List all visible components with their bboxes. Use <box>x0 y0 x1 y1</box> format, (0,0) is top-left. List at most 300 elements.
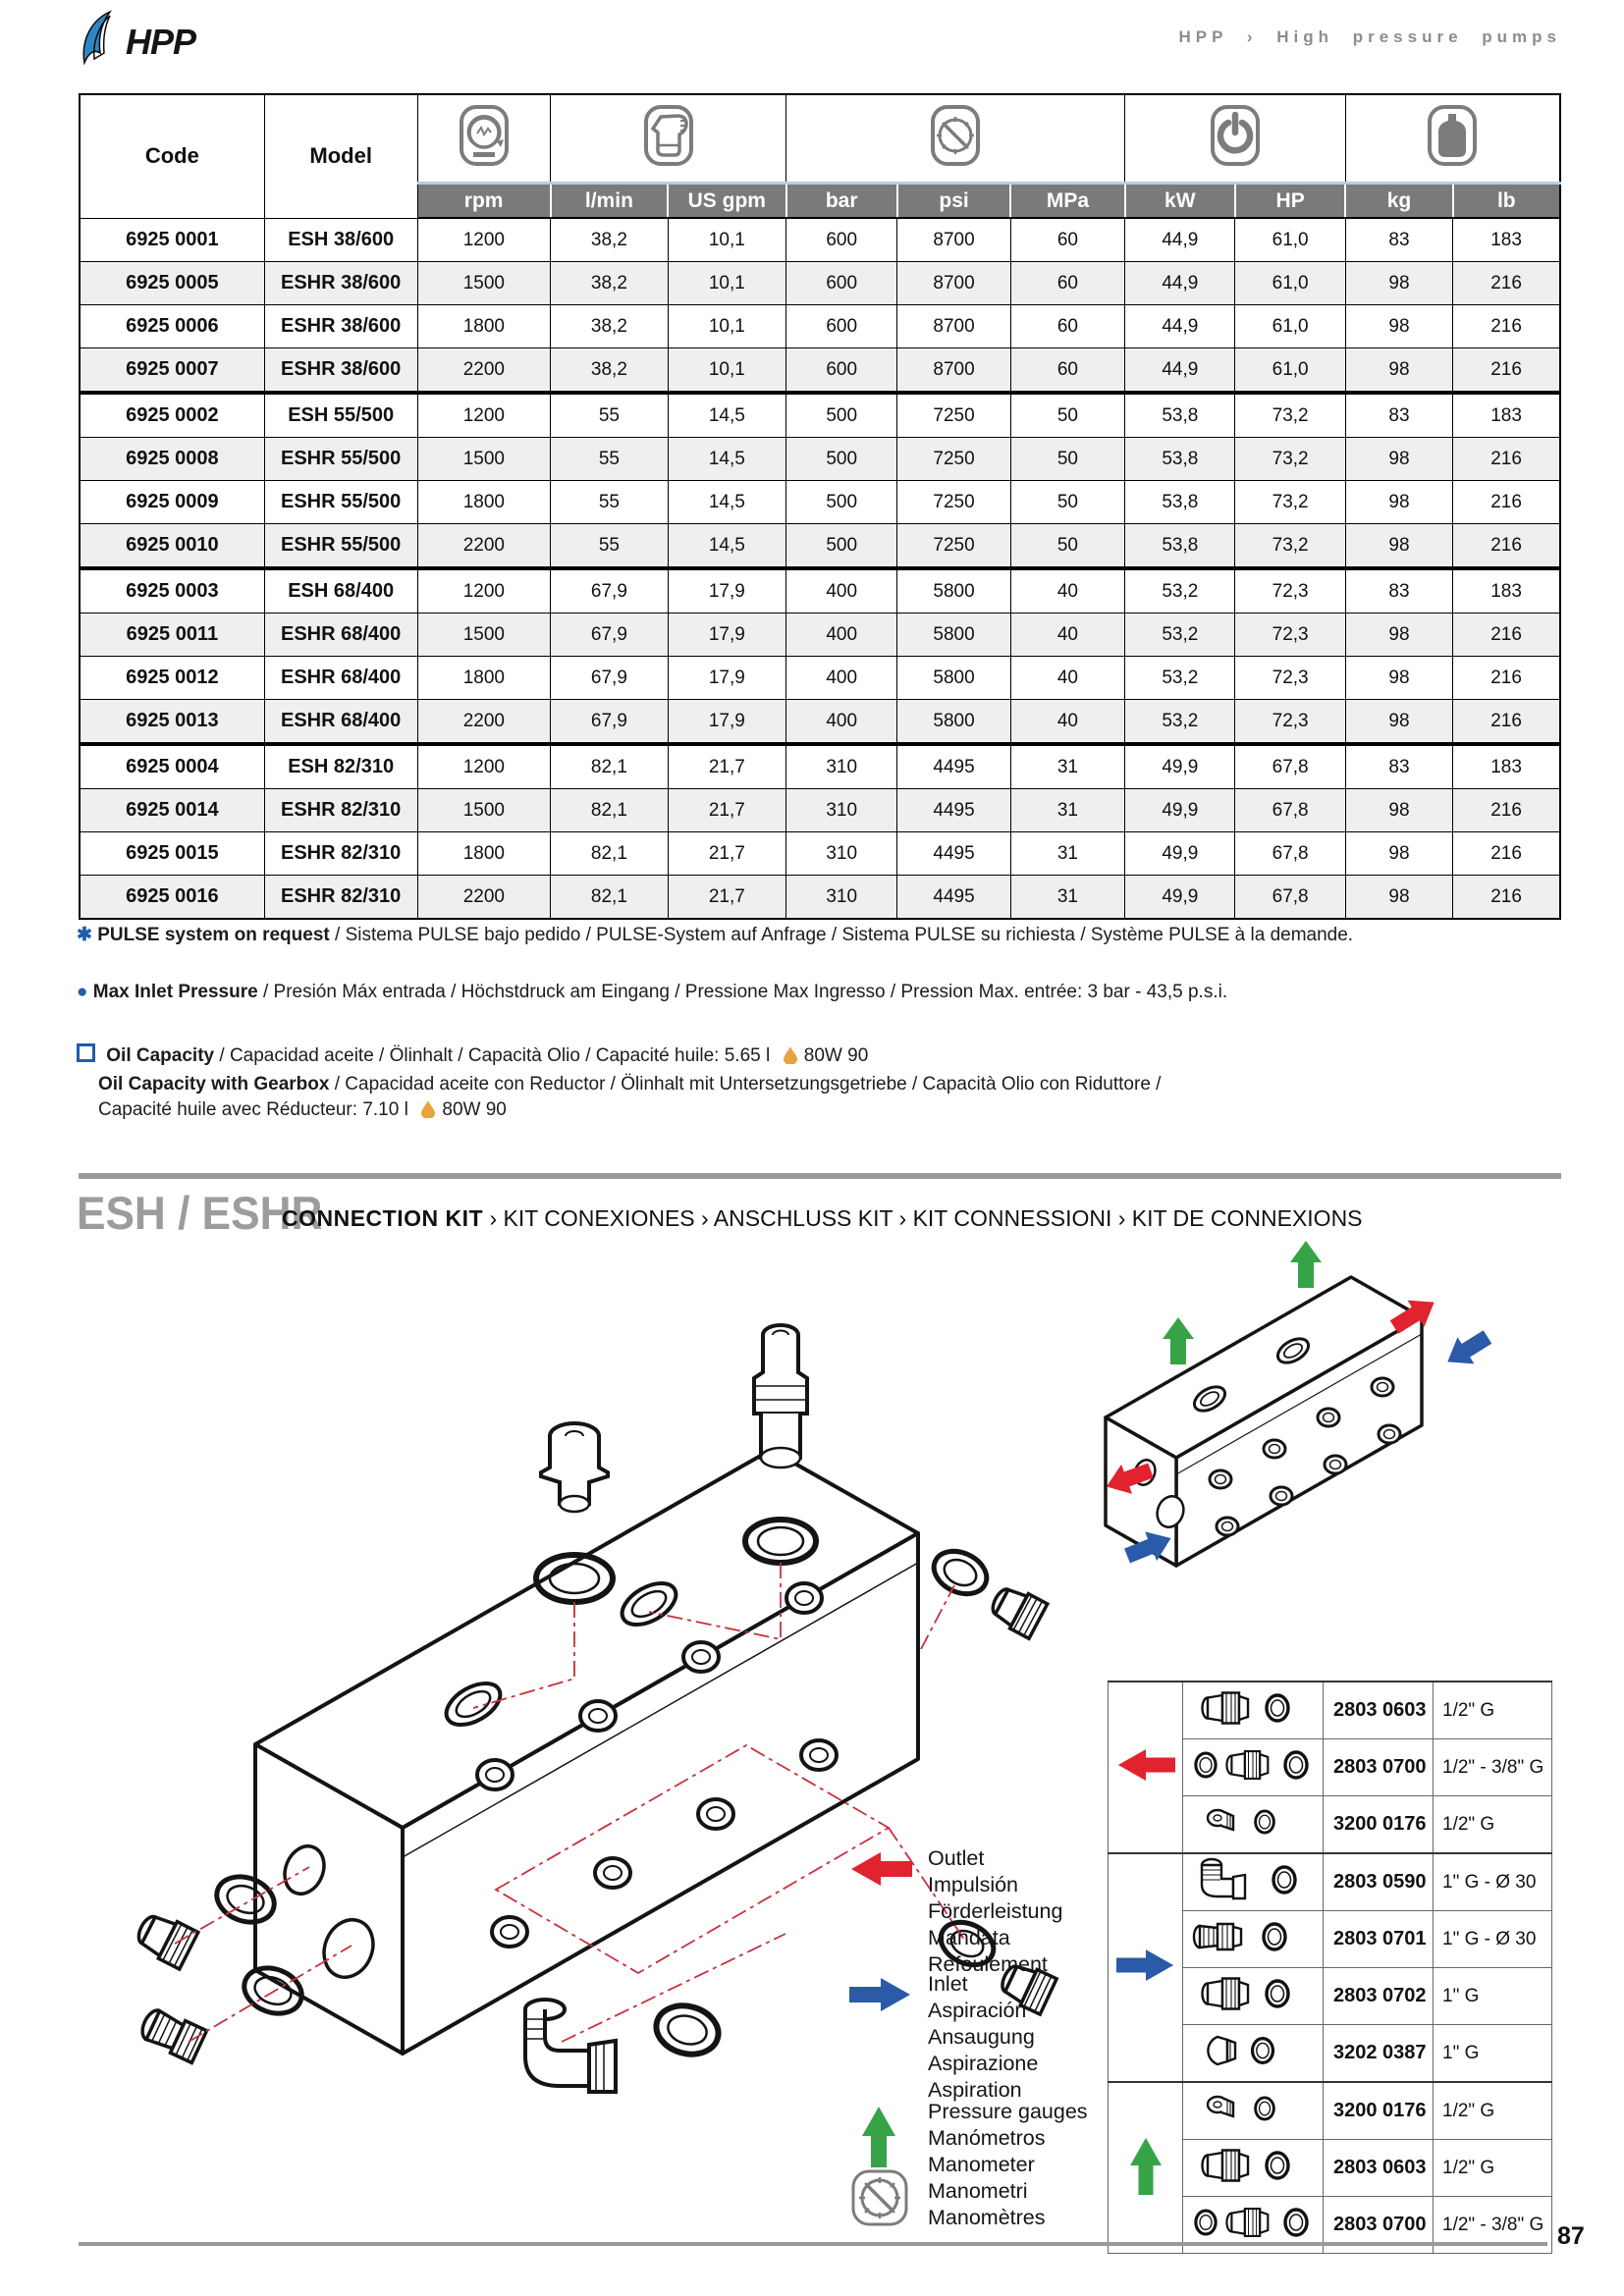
cell-value: 73,2 <box>1235 393 1345 438</box>
cell-value: 7250 <box>897 524 1010 569</box>
cell-value: 60 <box>1010 262 1124 305</box>
part-illustration-union <box>1183 1968 1324 2025</box>
unit-kw: kW <box>1125 184 1235 219</box>
oil-drop-icon <box>421 1100 435 1126</box>
part-code: 2803 0700 <box>1324 2197 1434 2254</box>
cell-value: 31 <box>1010 832 1124 876</box>
cell-value: 44,9 <box>1125 262 1235 305</box>
cell-value: 216 <box>1453 524 1560 569</box>
cell-value: 2200 <box>417 876 551 920</box>
cell-value: 310 <box>786 876 897 920</box>
cell-value: 4495 <box>897 876 1010 920</box>
spec-row <box>80 876 1560 920</box>
cell-value: 8700 <box>897 348 1010 394</box>
legend-line: Manometri <box>928 2179 1028 2203</box>
cell-value: 500 <box>786 481 897 524</box>
cell-value: 500 <box>786 393 897 438</box>
cell-value: 216 <box>1453 348 1560 394</box>
page-number: 87 <box>1557 2222 1585 2250</box>
cell-value: 2200 <box>417 348 551 394</box>
part-illustration-union <box>1183 1682 1324 1739</box>
oil-grade: 80W 90 <box>803 1045 869 1066</box>
legend-line: Aspiration <box>928 2078 1022 2102</box>
cell-value: 216 <box>1453 614 1560 657</box>
part-code: 3200 0176 <box>1324 1796 1434 1854</box>
cell-value: 50 <box>1010 524 1124 569</box>
cell-value: 38,2 <box>551 218 668 262</box>
legend-line: Outlet <box>928 1846 985 1870</box>
cell-value: 98 <box>1345 832 1452 876</box>
power-icon <box>1125 94 1346 184</box>
cell-value: 98 <box>1345 657 1452 700</box>
iso-view-diagram <box>1080 1217 1542 1639</box>
rpm-icon <box>417 94 551 184</box>
cell-value: 21,7 <box>668 876 785 920</box>
page-tagline: HPP › High pressure pumps <box>1178 27 1561 46</box>
unit-bar: bar <box>786 184 897 219</box>
cell-value: 216 <box>1453 789 1560 832</box>
cell-value: 44,9 <box>1125 218 1235 262</box>
cell-value: 216 <box>1453 832 1560 876</box>
cell-value: 53,8 <box>1125 524 1235 569</box>
cell-model: ESHR 68/400 <box>264 657 417 700</box>
part-code: 3200 0176 <box>1324 2082 1434 2140</box>
connection-kit-parts-table <box>1108 1681 1552 2254</box>
parts-table-body <box>1109 1682 1552 2254</box>
cell-value: 49,9 <box>1125 876 1235 920</box>
cell-value: 73,2 <box>1235 524 1345 569</box>
legend-line: Aspiración <box>928 1999 1027 2022</box>
cell-value: 44,9 <box>1125 305 1235 348</box>
cell-value: 40 <box>1010 568 1124 614</box>
cell-value: 61,0 <box>1235 262 1345 305</box>
part-illustration-plug <box>1183 1796 1324 1854</box>
cell-value: 5800 <box>897 568 1010 614</box>
part-code: 2803 0603 <box>1324 2140 1434 2197</box>
cell-value: 2200 <box>417 700 551 745</box>
cell-model: ESHR 38/600 <box>264 305 417 348</box>
cell-value: 1500 <box>417 614 551 657</box>
green-up-arrow-icon <box>1109 2082 1183 2254</box>
square-bullet-icon <box>77 1043 95 1062</box>
spec-row <box>80 657 1560 700</box>
cell-value: 21,7 <box>668 832 785 876</box>
cell-value: 55 <box>551 524 668 569</box>
unit-mpa: MPa <box>1010 184 1124 219</box>
section-divider <box>79 1173 1561 1179</box>
circle-bullet-icon: ● <box>77 982 88 1002</box>
cell-value: 53,8 <box>1125 438 1235 481</box>
parts-row <box>1109 2082 1552 2140</box>
unit-kg: kg <box>1345 184 1452 219</box>
cell-value: 49,9 <box>1125 789 1235 832</box>
cell-value: 600 <box>786 305 897 348</box>
cell-value: 98 <box>1345 438 1452 481</box>
blue-right-arrow-icon <box>1109 1853 1183 2082</box>
cell-model: ESHR 38/600 <box>264 348 417 394</box>
cell-value: 1800 <box>417 481 551 524</box>
spec-row <box>80 832 1560 876</box>
cell-value: 98 <box>1345 481 1452 524</box>
cell-value: 53,2 <box>1125 568 1235 614</box>
part-code: 2803 0700 <box>1324 1739 1434 1796</box>
part-size: 1/2" - 3/8" G <box>1434 2197 1552 2254</box>
spec-row <box>80 744 1560 789</box>
legend-line: Impulsión <box>928 1873 1019 1896</box>
cell-value: 183 <box>1453 218 1560 262</box>
cell-value: 216 <box>1453 262 1560 305</box>
cell-value: 72,3 <box>1235 657 1345 700</box>
cell-value: 67,9 <box>551 614 668 657</box>
cell-model: ESHR 68/400 <box>264 700 417 745</box>
plug-fitting-illustration <box>541 1423 608 1512</box>
cell-code: 6925 0005 <box>80 262 264 305</box>
cell-value: 44,9 <box>1125 348 1235 394</box>
cell-value: 5800 <box>897 657 1010 700</box>
legend-inlet <box>849 1971 1144 2104</box>
cell-value: 31 <box>1010 876 1124 920</box>
legend-line: Manómetros <box>928 2126 1046 2150</box>
cell-value: 83 <box>1345 744 1452 789</box>
cell-value: 1200 <box>417 568 551 614</box>
legend-line: Inlet <box>928 1972 968 1996</box>
cell-value: 17,9 <box>668 614 785 657</box>
col-header-code: Code <box>80 94 264 218</box>
part-size: 1/2" G <box>1434 2140 1552 2197</box>
cell-value: 1200 <box>417 744 551 789</box>
cell-value: 61,0 <box>1235 348 1345 394</box>
cell-model: ESH 55/500 <box>264 393 417 438</box>
cell-value: 61,0 <box>1235 305 1345 348</box>
cell-value: 55 <box>551 438 668 481</box>
part-illustration-cap <box>1183 2025 1324 2083</box>
cell-value: 1500 <box>417 789 551 832</box>
asterisk-bullet-icon: ✱ <box>77 925 92 945</box>
cell-value: 14,5 <box>668 393 785 438</box>
cell-value: 40 <box>1010 614 1124 657</box>
cell-value: 38,2 <box>551 262 668 305</box>
spec-row <box>80 262 1560 305</box>
part-size: 1" G - Ø 30 <box>1434 1853 1552 1911</box>
cell-value: 98 <box>1345 305 1452 348</box>
cell-value: 1200 <box>417 218 551 262</box>
cell-value: 216 <box>1453 876 1560 920</box>
unit-lb: lb <box>1453 184 1560 219</box>
cell-value: 49,9 <box>1125 832 1235 876</box>
cell-value: 50 <box>1010 481 1124 524</box>
pressure-icon <box>786 94 1125 184</box>
cell-code: 6925 0015 <box>80 832 264 876</box>
cell-value: 500 <box>786 524 897 569</box>
section-title: ESH / ESHR <box>77 1187 323 1239</box>
spec-row <box>80 524 1560 569</box>
cell-value: 98 <box>1345 348 1452 394</box>
parts-row <box>1109 1682 1552 1739</box>
legend-line: Manometer <box>928 2153 1035 2176</box>
note-oil-rest: / Capacidad aceite / Ölinhalt / Capacità Olio / Capacité huile: 5.65 l <box>214 1045 771 1066</box>
cell-value: 53,8 <box>1125 393 1235 438</box>
cell-value: 4495 <box>897 744 1010 789</box>
cell-model: ESHR 68/400 <box>264 614 417 657</box>
cell-value: 83 <box>1345 568 1452 614</box>
cell-model: ESH 38/600 <box>264 218 417 262</box>
cell-value: 98 <box>1345 614 1452 657</box>
section-subtitle-bold: CONNECTION KIT <box>282 1205 484 1231</box>
cell-value: 67,8 <box>1235 832 1345 876</box>
pressure-gauge-arrow-icon <box>861 2105 896 2172</box>
spec-row <box>80 789 1560 832</box>
cell-value: 600 <box>786 348 897 394</box>
cell-code: 6925 0016 <box>80 876 264 920</box>
weight-icon <box>1345 94 1560 184</box>
cell-value: 82,1 <box>551 744 668 789</box>
cell-value: 310 <box>786 832 897 876</box>
cell-value: 183 <box>1453 744 1560 789</box>
cell-value: 14,5 <box>668 438 785 481</box>
cell-value: 10,1 <box>668 348 785 394</box>
part-size: 1/2" - 3/8" G <box>1434 1739 1552 1796</box>
legend-line: Mandata <box>928 1926 1010 1949</box>
cell-model: ESHR 55/500 <box>264 524 417 569</box>
elbow-fitting-illustration <box>525 2000 616 2092</box>
cell-code: 6925 0011 <box>80 614 264 657</box>
legend-line: Pressure gauges <box>928 2100 1088 2123</box>
legend-line: Aspirazione <box>928 2052 1039 2075</box>
cell-value: 82,1 <box>551 789 668 832</box>
spec-row <box>80 218 1560 262</box>
note-pulse-rest: / Sistema PULSE bajo pedido / PULSE-System auf Anfrage / Sistema PULSE su richiesta / Système PULSE à la demande. <box>329 925 1354 945</box>
part-size: 1" G <box>1434 1968 1552 2025</box>
part-size: 1/2" G <box>1434 1682 1552 1739</box>
spec-row <box>80 438 1560 481</box>
cell-value: 67,9 <box>551 657 668 700</box>
cell-value: 72,3 <box>1235 568 1345 614</box>
cell-value: 67,9 <box>551 700 668 745</box>
note-oil-gearbox-rest: / Capacidad aceite con Reductor / Ölinhalt mit Untersetzungsgetriebe / Capacità Olio con Riduttore / <box>329 1074 1162 1095</box>
cell-model: ESHR 55/500 <box>264 438 417 481</box>
cell-value: 98 <box>1345 262 1452 305</box>
cell-value: 50 <box>1010 393 1124 438</box>
part-size: 1" G - Ø 30 <box>1434 1911 1552 1968</box>
part-size: 1/2" G <box>1434 2082 1552 2140</box>
cell-value: 183 <box>1453 568 1560 614</box>
part-code: 2803 0603 <box>1324 1682 1434 1739</box>
spec-table-body <box>80 218 1560 919</box>
cell-value: 98 <box>1345 700 1452 745</box>
outlet-arrow-icon <box>849 1851 912 1892</box>
spec-row <box>80 614 1560 657</box>
cell-value: 31 <box>1010 744 1124 789</box>
part-illustration-barb <box>1183 1911 1324 1968</box>
cell-value: 31 <box>1010 789 1124 832</box>
cell-model: ESHR 55/500 <box>264 481 417 524</box>
cell-value: 400 <box>786 657 897 700</box>
cell-value: 400 <box>786 700 897 745</box>
legend-line: Refoulement <box>928 1952 1048 1976</box>
cell-value: 400 <box>786 614 897 657</box>
cell-value: 67,8 <box>1235 744 1345 789</box>
cell-value: 67,8 <box>1235 876 1345 920</box>
icon-header-row <box>80 94 1560 184</box>
parts-row <box>1109 1853 1552 1911</box>
cell-value: 7250 <box>897 481 1010 524</box>
cell-value: 53,8 <box>1125 481 1235 524</box>
cell-value: 53,2 <box>1125 700 1235 745</box>
cell-value: 60 <box>1010 348 1124 394</box>
cell-value: 60 <box>1010 305 1124 348</box>
cell-value: 5800 <box>897 614 1010 657</box>
cell-value: 1800 <box>417 657 551 700</box>
spec-row <box>80 305 1560 348</box>
part-code: 2803 0590 <box>1324 1853 1434 1911</box>
unit-hp: HP <box>1235 184 1345 219</box>
part-code: 2803 0702 <box>1324 1968 1434 2025</box>
cell-code: 6925 0008 <box>80 438 264 481</box>
cell-value: 400 <box>786 568 897 614</box>
part-code: 2803 0701 <box>1324 1911 1434 1968</box>
cell-value: 72,3 <box>1235 700 1345 745</box>
legend-pressure-gauges <box>849 2099 1144 2231</box>
cell-value: 500 <box>786 438 897 481</box>
cell-value: 5800 <box>897 700 1010 745</box>
cell-value: 50 <box>1010 438 1124 481</box>
cell-value: 8700 <box>897 305 1010 348</box>
nipple-fitting-illustration <box>754 1325 807 1468</box>
cell-code: 6925 0014 <box>80 789 264 832</box>
cell-value: 4495 <box>897 832 1010 876</box>
pressure-gauge-icon <box>851 2169 908 2231</box>
legend-line: Manomètres <box>928 2206 1046 2229</box>
cell-value: 14,5 <box>668 524 785 569</box>
spec-row <box>80 481 1560 524</box>
spec-row <box>80 568 1560 614</box>
cell-value: 216 <box>1453 700 1560 745</box>
part-illustration-elbow <box>1183 1853 1324 1911</box>
cell-value: 98 <box>1345 524 1452 569</box>
cell-value: 216 <box>1453 438 1560 481</box>
cell-value: 310 <box>786 744 897 789</box>
cell-value: 21,7 <box>668 744 785 789</box>
spec-table <box>79 93 1561 920</box>
unit-usgpm: US gpm <box>668 184 785 219</box>
cell-value: 49,9 <box>1125 744 1235 789</box>
cell-value: 72,3 <box>1235 614 1345 657</box>
cell-value: 7250 <box>897 438 1010 481</box>
cell-value: 98 <box>1345 789 1452 832</box>
cell-value: 55 <box>551 393 668 438</box>
cell-value: 600 <box>786 218 897 262</box>
cell-value: 21,7 <box>668 789 785 832</box>
legend-line: Förderleistung <box>928 1899 1063 1923</box>
cell-value: 183 <box>1453 393 1560 438</box>
cell-code: 6925 0013 <box>80 700 264 745</box>
cell-value: 10,1 <box>668 218 785 262</box>
cell-value: 17,9 <box>668 700 785 745</box>
cell-value: 4495 <box>897 789 1010 832</box>
cell-value: 83 <box>1345 218 1452 262</box>
cell-value: 61,0 <box>1235 218 1345 262</box>
cell-value: 2200 <box>417 524 551 569</box>
cell-value: 40 <box>1010 700 1124 745</box>
cell-value: 10,1 <box>668 262 785 305</box>
cell-code: 6925 0003 <box>80 568 264 614</box>
section-subtitle-rest: › KIT CONEXIONES › ANSCHLUSS KIT › KIT CONNESSIONI › KIT DE CONNEXIONS <box>483 1205 1363 1231</box>
brand-name: HPP <box>126 22 196 62</box>
part-illustration-plug <box>1183 2082 1324 2140</box>
cell-value: 67,8 <box>1235 789 1345 832</box>
cell-code: 6925 0010 <box>80 524 264 569</box>
unit-psi: psi <box>897 184 1010 219</box>
legend-line: Ansaugung <box>928 2025 1035 2049</box>
cell-code: 6925 0006 <box>80 305 264 348</box>
spec-row <box>80 700 1560 745</box>
note-oil-bold: Oil Capacity <box>106 1045 215 1066</box>
cell-model: ESHR 38/600 <box>264 262 417 305</box>
hpp-logo-swoosh-icon <box>71 10 132 65</box>
cell-code: 6925 0002 <box>80 393 264 438</box>
cell-value: 1500 <box>417 262 551 305</box>
brand-logo <box>71 10 195 65</box>
col-header-model: Model <box>264 94 417 218</box>
cell-value: 216 <box>1453 481 1560 524</box>
cell-value: 38,2 <box>551 305 668 348</box>
cell-value: 60 <box>1010 218 1124 262</box>
cell-code: 6925 0007 <box>80 348 264 394</box>
unit-rpm: rpm <box>417 184 551 219</box>
note-oil-gearbox-bold: Oil Capacity with Gearbox <box>98 1074 330 1095</box>
part-illustration-union <box>1183 2140 1324 2197</box>
note-inlet-bold: Max Inlet Pressure <box>92 982 258 1002</box>
cell-value: 7250 <box>897 393 1010 438</box>
cell-value: 73,2 <box>1235 481 1345 524</box>
oil-grade: 80W 90 <box>442 1099 507 1120</box>
cell-value: 82,1 <box>551 876 668 920</box>
cell-code: 6925 0009 <box>80 481 264 524</box>
unit-lmin: l/min <box>551 184 668 219</box>
footer-rule <box>79 2242 1547 2246</box>
red-left-arrow-icon <box>1109 1682 1183 1853</box>
part-size: 1" G <box>1434 2025 1552 2083</box>
inlet-arrow-icon <box>849 1977 912 2017</box>
cell-value: 1800 <box>417 305 551 348</box>
note-oil-capacity <box>77 1043 1161 1126</box>
cell-value: 216 <box>1453 657 1560 700</box>
note-pulse <box>77 924 1353 946</box>
cell-value: 1800 <box>417 832 551 876</box>
oil-drop-icon <box>784 1046 797 1072</box>
spec-row <box>80 348 1560 394</box>
cell-value: 83 <box>1345 393 1452 438</box>
cell-value: 82,1 <box>551 832 668 876</box>
part-size: 1/2" G <box>1434 1796 1552 1854</box>
flow-icon <box>551 94 786 184</box>
cell-value: 216 <box>1453 305 1560 348</box>
cell-model: ESHR 82/310 <box>264 789 417 832</box>
cell-model: ESHR 82/310 <box>264 876 417 920</box>
legend-outlet <box>849 1845 1144 1978</box>
cell-value: 1200 <box>417 393 551 438</box>
part-illustration-union2 <box>1183 1739 1324 1796</box>
note-inlet-rest: / Presión Máx entrada / Höchstdruck am Eingang / Pressione Max Ingresso / Pression Max. entrée: 3 bar - 43,5 p.s.i. <box>257 982 1228 1002</box>
note-max-inlet <box>77 982 1227 1003</box>
cell-value: 8700 <box>897 262 1010 305</box>
cell-code: 6925 0004 <box>80 744 264 789</box>
cell-code: 6925 0001 <box>80 218 264 262</box>
note-pulse-bold: PULSE system on request <box>97 925 330 945</box>
cell-value: 38,2 <box>551 348 668 394</box>
cell-value: 14,5 <box>668 481 785 524</box>
spec-row <box>80 393 1560 438</box>
